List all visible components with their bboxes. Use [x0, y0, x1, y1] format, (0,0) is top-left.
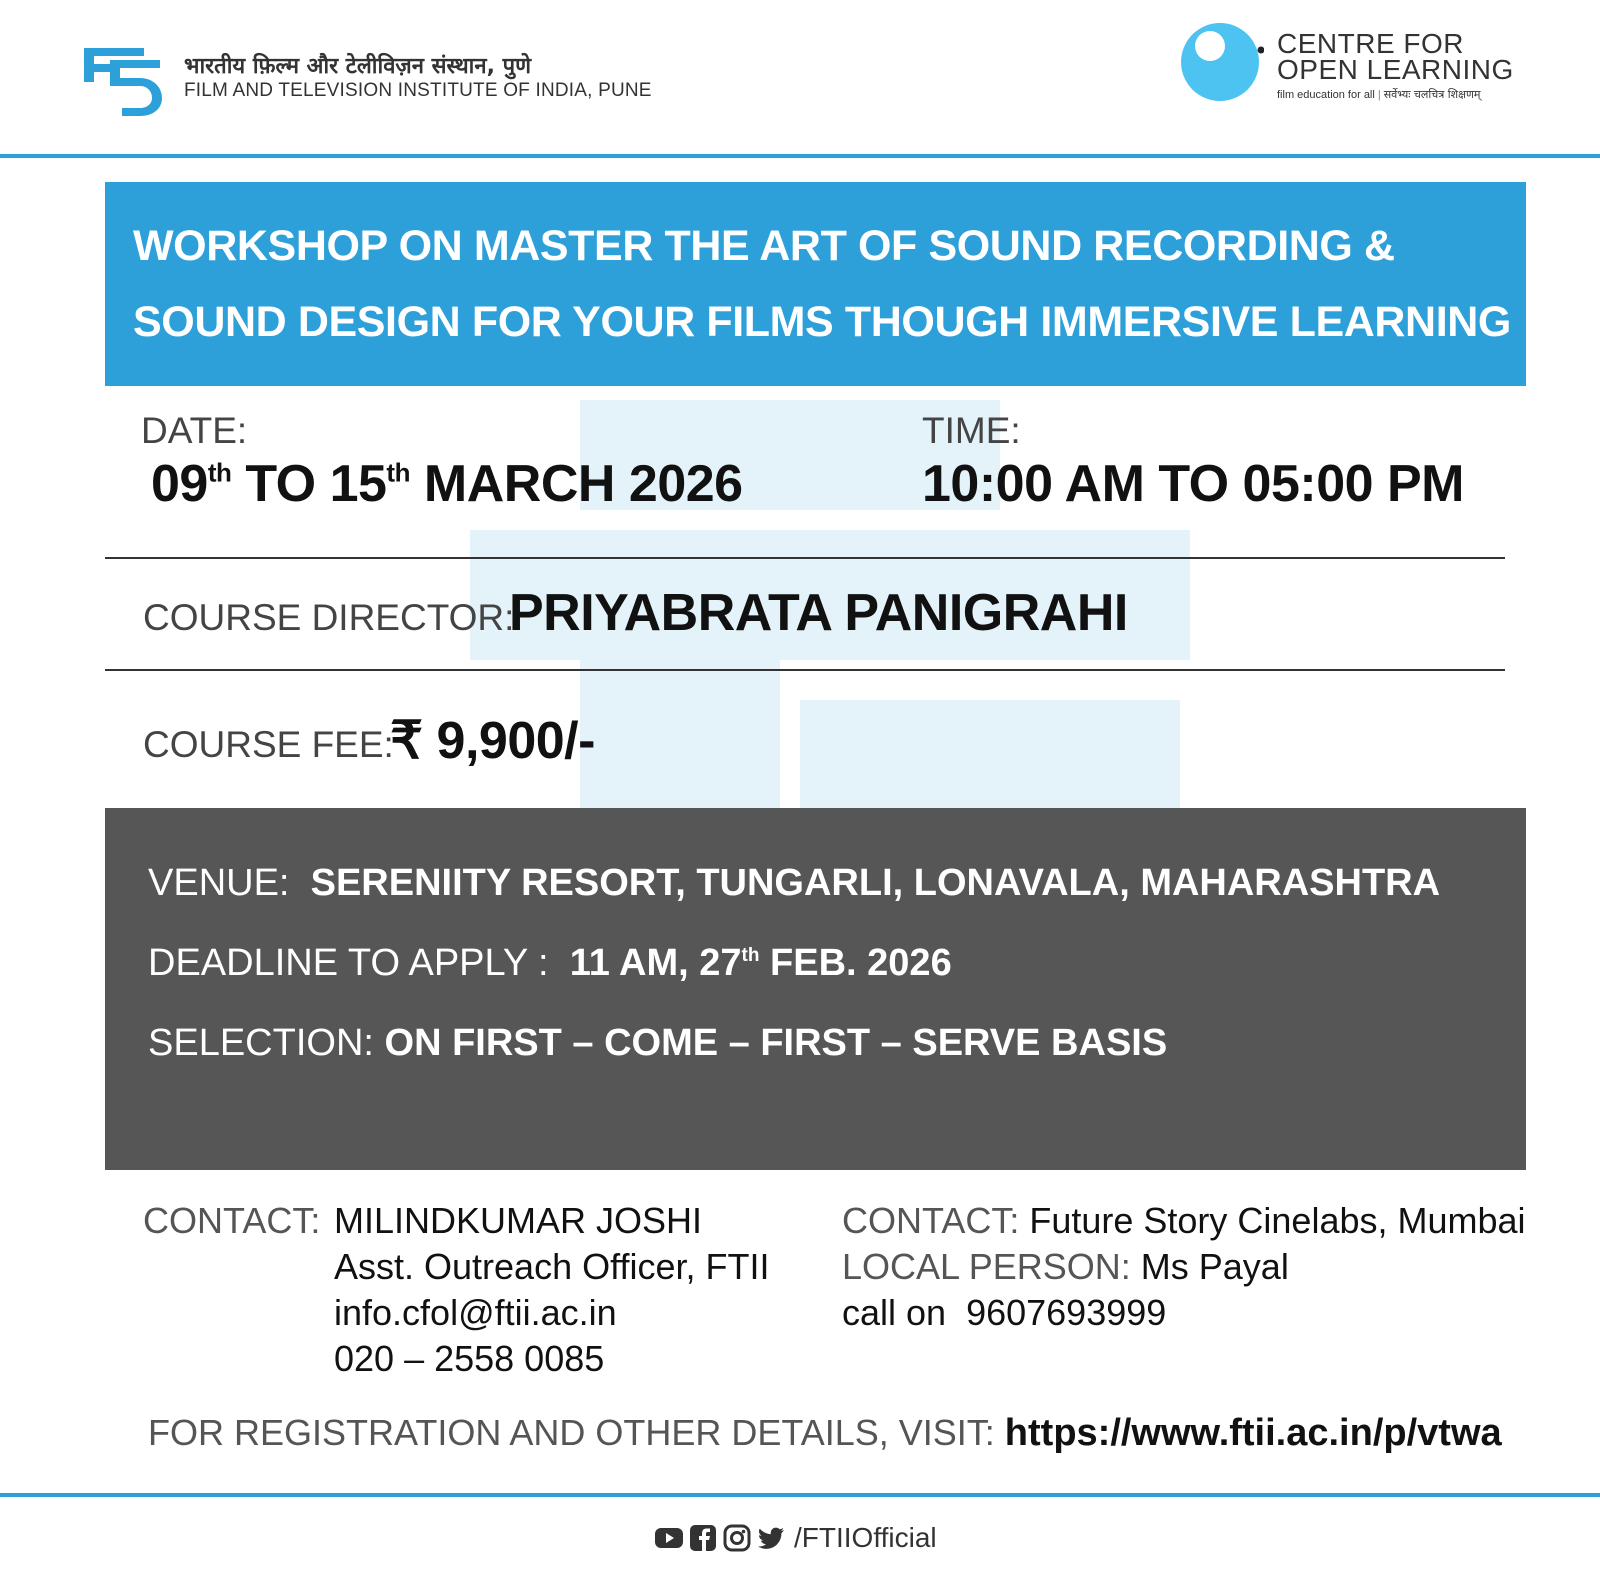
contact-name: MILINDKUMAR JOSHI [334, 1200, 703, 1241]
contact-org: Future Story Cinelabs, Mumbai [1029, 1200, 1526, 1241]
selection-value: ON FIRST – COME – FIRST – SERVE BASIS [384, 1022, 1168, 1064]
date-label: DATE: [141, 410, 248, 451]
deadline-line [148, 942, 952, 985]
contact-email[interactable]: info.cfol@ftii.ac.in [334, 1292, 617, 1333]
venue-line [148, 862, 1440, 905]
time-label: TIME: [922, 410, 1021, 451]
venue-value: SERENIITY RESORT, TUNGARLI, LONAVALA, MAHARASHTRA [310, 862, 1441, 904]
venue-label: VENUE: [148, 862, 290, 904]
course-director-name: PRIYABRATA PANIGRAHI [509, 584, 1128, 642]
deadline-value: 11 AM, 27th FEB. 2026 [569, 942, 952, 984]
cfol-tagline [1277, 87, 1481, 102]
course-fee-label: COURSE FEE: [143, 724, 394, 765]
course-director-label: COURSE DIRECTOR: [143, 597, 515, 638]
ftii-logo [80, 36, 164, 118]
contact-org-line: CONTACT: Future Story Cinelabs, Mumbai [842, 1200, 1526, 1241]
date-start-day: 09 [151, 455, 208, 513]
local-person-name: Ms Payal [1140, 1246, 1289, 1287]
date-end-suffix: th [386, 457, 410, 488]
ftii-name-hindi: भारतीय फ़िल्म और टेलीविज़न संस्थान, पुणे [184, 54, 531, 79]
instagram-icon[interactable] [722, 1524, 752, 1552]
registration-line [148, 1412, 1502, 1455]
tagline-separator: | [1377, 89, 1381, 101]
date-end-day: 15 [329, 455, 387, 513]
local-person-line: LOCAL PERSON: Ms Payal [842, 1246, 1289, 1287]
cfol-tagline-english: film education for all [1277, 89, 1375, 101]
header-divider [0, 154, 1600, 158]
local-phone: 9607693999 [966, 1292, 1167, 1333]
date-value [151, 454, 743, 514]
social-handle: /FTIIOfficial [794, 1522, 937, 1553]
youtube-icon[interactable] [654, 1524, 684, 1552]
course-fee-value: ₹ 9,900/- [390, 712, 595, 770]
contact-designation: Asst. Outreach Officer, FTII [334, 1246, 770, 1287]
social-bar [654, 1523, 937, 1553]
contact-left-label: CONTACT: [143, 1200, 321, 1241]
ftii-name-english: FILM AND TELEVISION INSTITUTE OF INDIA, PUNE [184, 80, 652, 101]
registration-label: FOR REGISTRATION AND OTHER DETAILS, VISIT: [148, 1412, 995, 1453]
twitter-icon[interactable] [756, 1524, 786, 1552]
divider-line [105, 669, 1505, 671]
call-line: call on 9607693999 [842, 1292, 1167, 1333]
registration-url[interactable]: https://www.ftii.ac.in/p/vtwa [1004, 1412, 1502, 1454]
cfol-title-line1: CENTRE FOR [1277, 28, 1464, 59]
selection-label: SELECTION: [148, 1022, 374, 1064]
facebook-icon[interactable] [688, 1524, 718, 1552]
workshop-title: WORKSHOP ON MASTER THE ART OF SOUND RECORDING & SOUND DESIGN FOR YOUR FILMS THOUGH IMMERSIVE LEARNING [133, 222, 1511, 346]
deadline-label: DEADLINE TO APPLY : [148, 942, 549, 984]
cfol-tagline-hindi: सर्वेभ्यः चलचित्र शिक्षणम् [1383, 88, 1481, 101]
date-start-suffix: th [207, 457, 232, 488]
cfol-logo [1180, 20, 1264, 102]
date-month-year: MARCH 2026 [423, 455, 743, 513]
contact-right-details [842, 1198, 1526, 1336]
cfol-title-line2: OPEN LEARNING [1277, 54, 1514, 85]
selection-line [148, 1022, 1167, 1065]
time-value: 10:00 AM TO 05:00 PM [922, 455, 1464, 513]
contact-phone: 020 – 2558 0085 [334, 1338, 605, 1379]
divider-line [105, 557, 1505, 559]
contact-left-details [334, 1198, 769, 1382]
footer-divider [0, 1493, 1600, 1497]
date-to: TO [245, 455, 316, 513]
